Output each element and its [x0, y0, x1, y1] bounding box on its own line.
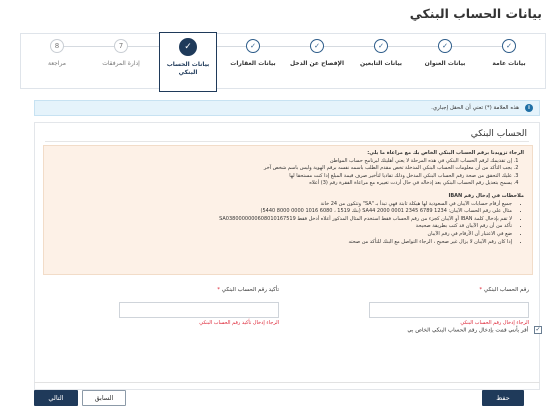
step-label: بيانات التابعين: [359, 60, 403, 67]
step-number: 7: [114, 39, 128, 53]
check-icon: ✓: [438, 39, 452, 53]
progress-stepper: [20, 33, 546, 89]
step-label: بيانات عامة: [492, 60, 526, 67]
confirm-account-field: [119, 287, 279, 326]
note-text: هذه العلامة (*) تعني أن الحقل إجباري.: [431, 105, 519, 111]
required-fields-note: [34, 100, 540, 116]
list-item: 3. عليك التحقق من صحة رقم الحساب البنكي المدخل وذلك تفاديا لتأخير صرف قيمة المبلغ إذا كنت مستحقا لها: [52, 173, 512, 181]
footer-divider: [34, 382, 540, 383]
bank-account-section: [34, 122, 540, 390]
step-income[interactable]: [285, 34, 349, 90]
account-number-label: رقم الحساب البنكي: [483, 287, 529, 293]
step-attachments[interactable]: [89, 34, 153, 90]
consent-checkbox[interactable]: ✓: [535, 326, 541, 333]
check-icon: ✓: [310, 39, 324, 53]
account-number-input[interactable]: [369, 302, 529, 318]
step-label: بيانات الحساب البنكي: [166, 61, 210, 76]
list-item: • إذا كان رقم الآيبان لا يزال غير صحيح ، الرجاء التواصل مع البنك للتأكد من صحته: [52, 239, 512, 247]
step-label: إدارة المرفقات: [102, 60, 140, 67]
account-number-help: الرجاء إدخال رقم الحساب البنكي: [460, 319, 529, 326]
confirm-account-help: الرجاء إدخال تأكيد رقم الحساب البنكي: [199, 319, 279, 326]
list-item: • جميع أرقام حسابات الآيبان في السعودية لها هيكلة ثابتة فهي تبدأ بـ "SA" وتتكون من 24 خانة: [52, 201, 512, 209]
required-mark: *: [217, 287, 221, 293]
list-item: 1. إن تقديمك لرقم الحساب البنكي في هذه المرحلة لا يعني أهليتك لبرنامج حساب المواطن: [52, 158, 512, 166]
instructions-list: [52, 158, 524, 188]
consent-text: أقر بأنني قمت بإدخال رقم الحساب البنكي الخاص بي: [407, 327, 529, 334]
confirm-account-label: تأكيد رقم الحساب البنكي: [221, 287, 279, 293]
step-review[interactable]: [25, 34, 89, 90]
section-title: الحساب البنكي: [470, 129, 527, 139]
step-label: بيانات العقارات: [230, 60, 276, 67]
instructions-box: [43, 145, 533, 275]
list-item: • ضع في الاعتبار أن الأرقام في رقم الآيبان: [52, 231, 512, 239]
account-number-field: [369, 287, 529, 326]
iban-notes-list: [52, 201, 524, 247]
next-button[interactable]: التالي: [34, 390, 78, 406]
step-bank-account[interactable]: [159, 32, 217, 92]
step-real-estate[interactable]: [221, 34, 285, 90]
page-title: بيانات الحساب البنكي: [409, 6, 542, 21]
save-button[interactable]: حفظ: [482, 390, 524, 406]
confirm-account-input[interactable]: [119, 302, 279, 318]
info-icon: i: [525, 104, 533, 112]
step-number: 8: [50, 39, 64, 53]
list-item: • لا تقم بإدخال كلمة IBAN أو الآيبان كجزء من رقم الحساب فقط استخدم المثال المذكور أعلاه أدخل فقط SA0380000000608010167519: [52, 216, 512, 224]
step-label: الإفصاح عن الدخل: [289, 60, 345, 67]
list-item: 2. يجب التأكد من أن معلومات الحساب البنكي المدخلة تخص مقدم الطلب باسمه نفسه برقم الهوية وليس باسم شخص آخر: [52, 165, 512, 173]
step-general-info[interactable]: [477, 34, 541, 90]
step-label: مراجعة: [47, 60, 66, 67]
instructions-title: الرجاء تزويدنا برقم الحساب البنكي الخاص بك مع مراعاة ما يلي:: [367, 150, 524, 156]
check-icon: ✓: [502, 39, 516, 53]
list-item: • تأكد من أن رقم الآيبان قد كتب بطريقة صحيحة: [52, 223, 512, 231]
check-icon: ✓: [246, 39, 260, 53]
check-icon: ✓: [179, 38, 197, 56]
required-mark: *: [479, 287, 483, 293]
previous-button[interactable]: السابق: [82, 390, 126, 406]
step-label: بيانات العنوان: [424, 60, 466, 67]
consent-checkbox-row[interactable]: [407, 326, 542, 336]
section-divider: [45, 141, 529, 142]
check-icon: ✓: [374, 39, 388, 53]
step-dependents[interactable]: [349, 34, 413, 90]
list-item: 4. يسمح بتعديل رقم الحساب البنكي بعد إدخاله في حال أردت تغييره مع مراعاة الفقرة رقم (3) أعلاه: [52, 180, 512, 188]
step-address[interactable]: [413, 34, 477, 90]
iban-notes-title: ملاحظات في إدخال رقم IBAN: [448, 192, 524, 199]
list-item: • مثال على رقم الحساب الآيبان: SA44 2000 0001 2345 6789 1234 (بنك 1519 ، 6080 1016 0000 8000 5440): [52, 208, 512, 216]
